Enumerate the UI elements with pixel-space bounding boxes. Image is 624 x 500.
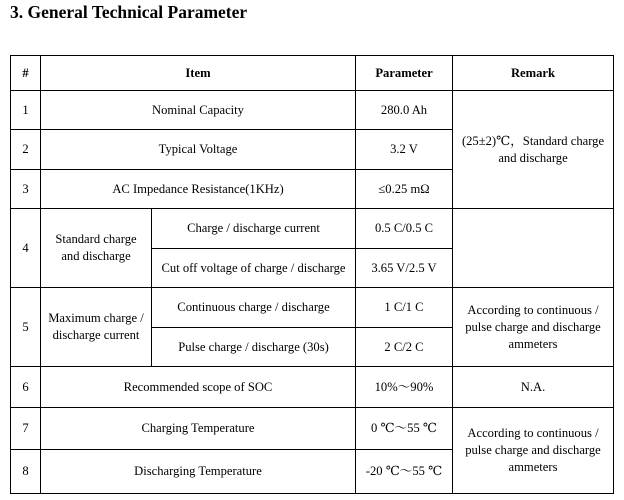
- item-cell: Recommended scope of SOC: [41, 367, 356, 408]
- table-row: [11, 408, 614, 450]
- group-cell: [41, 288, 152, 367]
- header-remark: Remark: [453, 56, 614, 91]
- remark-cell: [453, 408, 614, 494]
- row-number: 7: [11, 408, 41, 450]
- table-row: [11, 209, 614, 249]
- parameter-cell: 10%～90%: [356, 367, 453, 408]
- table-row: [11, 91, 614, 130]
- table-header-row: [11, 56, 614, 91]
- remark-text: (25±2)℃，Standard charge and discharge: [461, 133, 605, 165]
- remark-text: According to continuous / pulse charge and discharge ammeters: [465, 426, 601, 474]
- parameter-cell: -20 ℃～55 ℃: [356, 450, 453, 494]
- parameter-cell: 2 C/2 C: [356, 328, 453, 367]
- row-number: 6: [11, 367, 41, 408]
- item-cell: Discharging Temperature: [41, 450, 356, 494]
- parameter-cell: ≤0.25 mΩ: [356, 170, 453, 209]
- group-label: Standard charge and discharge: [55, 232, 137, 263]
- row-number: 4: [11, 209, 41, 288]
- remark-cell: [453, 209, 614, 288]
- parameter-cell: 3.65 V/2.5 V: [356, 249, 453, 288]
- item-cell: AC Impedance Resistance(1KHz): [41, 170, 356, 209]
- row-number: 1: [11, 91, 41, 130]
- remark-cell: [453, 288, 614, 367]
- remark-cell: N.A.: [453, 367, 614, 408]
- header-number: #: [11, 56, 41, 91]
- table-row: [11, 288, 614, 328]
- sub-item-cell: Continuous charge / discharge: [152, 288, 356, 328]
- section-heading: 3. General Technical Parameter: [10, 2, 248, 22]
- sub-item-cell: Pulse charge / discharge (30s): [152, 328, 356, 367]
- row-number: 5: [11, 288, 41, 367]
- parameter-cell: 0.5 C/0.5 C: [356, 209, 453, 249]
- remark-text: According to continuous / pulse charge and discharge ammeters: [465, 302, 601, 351]
- item-cell: Charging Temperature: [41, 408, 356, 450]
- remark-cell: [453, 91, 614, 209]
- parameter-cell: 3.2 V: [356, 130, 453, 170]
- sub-item-cell: Cut off voltage of charge / discharge: [152, 249, 356, 288]
- technical-parameter-table: [10, 55, 614, 494]
- row-number: 3: [11, 170, 41, 209]
- parameter-cell: 1 C/1 C: [356, 288, 453, 328]
- parameter-cell: 280.0 Ah: [356, 91, 453, 130]
- item-cell: Nominal Capacity: [41, 91, 356, 130]
- parameter-cell: 0 ℃～55 ℃: [356, 408, 453, 450]
- group-cell: [41, 209, 152, 288]
- row-number: 2: [11, 130, 41, 170]
- table-row: [11, 367, 614, 408]
- header-item: Item: [41, 56, 356, 91]
- group-label: Maximum charge / discharge current: [48, 311, 144, 342]
- sub-item-cell: Charge / discharge current: [152, 209, 356, 249]
- row-number: 8: [11, 450, 41, 494]
- header-parameter: Parameter: [356, 56, 453, 91]
- item-cell: Typical Voltage: [41, 130, 356, 170]
